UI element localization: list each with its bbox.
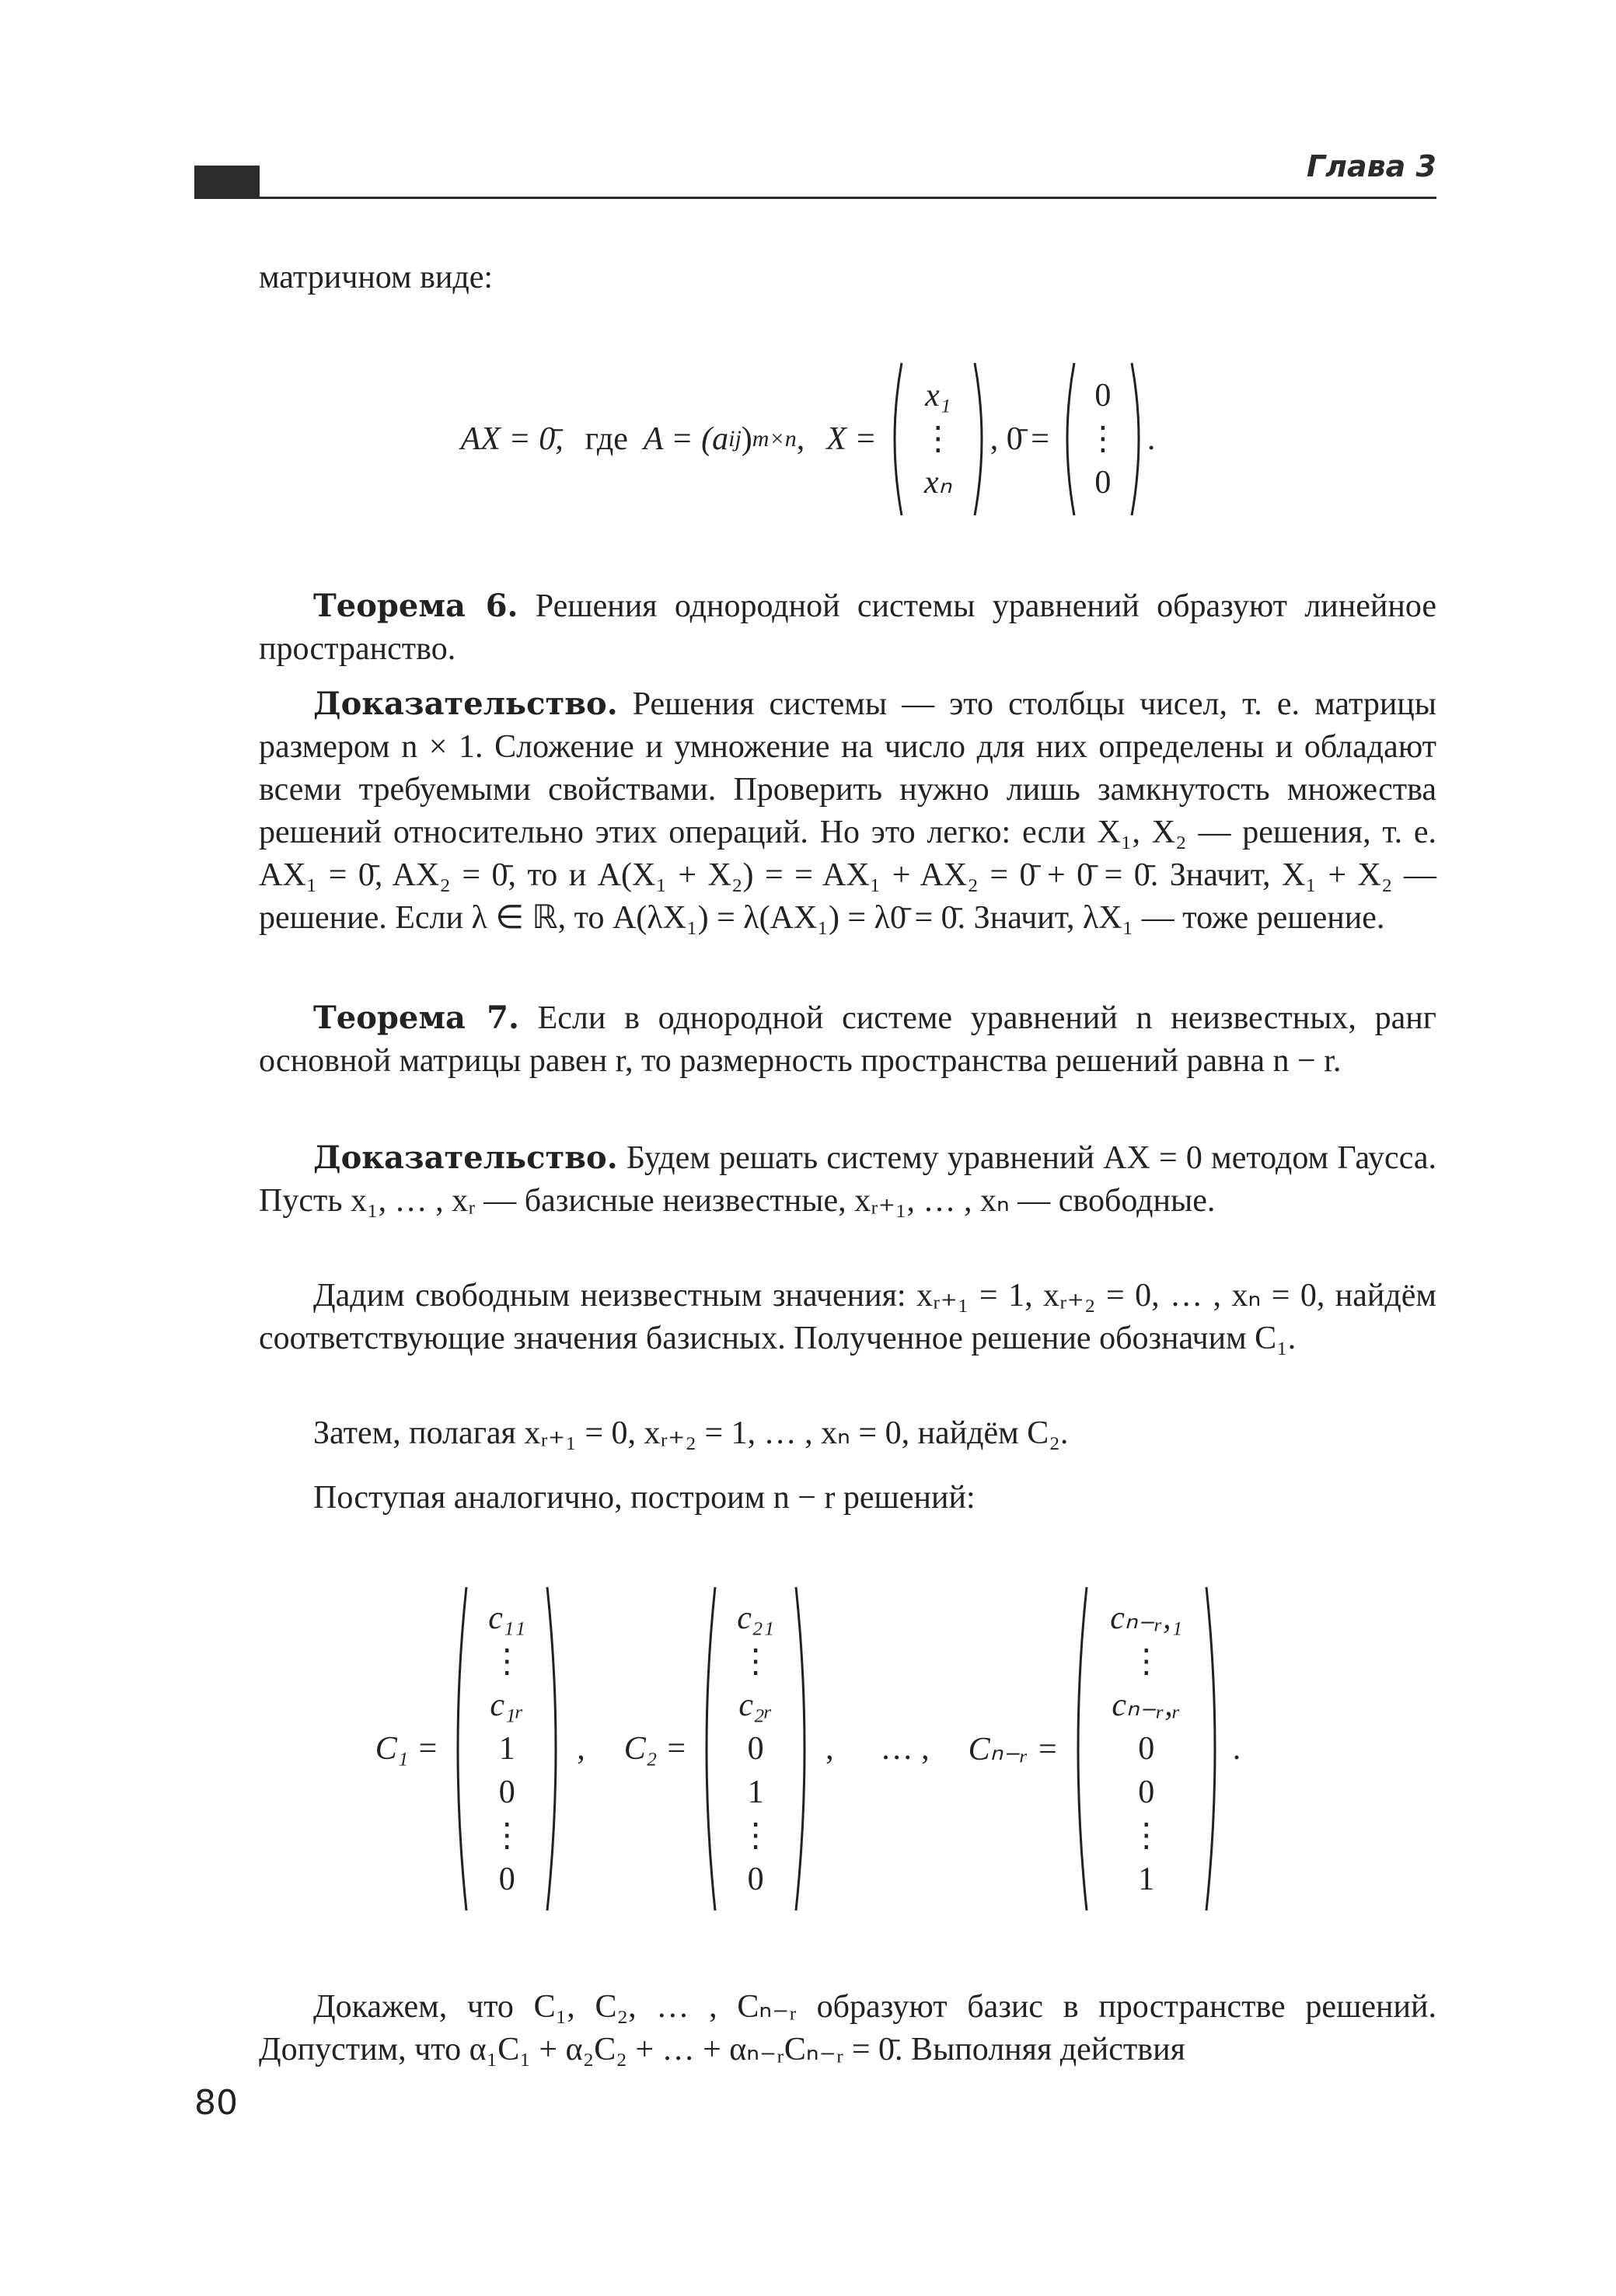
eq1-where: где xyxy=(585,421,628,457)
matrix-zero-entry: 0 xyxy=(1094,378,1112,413)
equation-matrix-form xyxy=(0,354,1616,525)
matrix-c2-entry: 1 xyxy=(747,1774,764,1810)
c2-label: C₂ = xyxy=(623,1731,688,1767)
matrix-zero-entry: ⋮ xyxy=(1086,421,1119,457)
matrix-c2-entry: ⋮ xyxy=(739,1644,773,1680)
running-head-chapter: Глава 3 xyxy=(1306,149,1436,183)
proof-6-text: Решения системы — это столбцы чисел, т. е. матрицы размером n × 1. Сложение и умножение на число для них определены и обладают всеми требуемыми свойствами. Проверить нужно лишь замкнутость множества решений относительно этих операций. Но это легко: если X₁, X₂ — решения, т. е. AX₁ = 0̄, AX₂ = 0̄, то и A(X₁ + X₂) = = AX₁ + AX₂ = 0̄ + 0̄ = 0̄. Значит, X₁ + X₂ — решение. Если λ ∈ ℝ, то A(λX₁) = λ(AX₁) = λ0̄ = 0̄. Значит, λX₁ — тоже решение. xyxy=(259,686,1436,936)
eq1-x-eq: X = xyxy=(826,421,877,457)
right-paren xyxy=(973,361,990,517)
c1-label: C₁ = xyxy=(375,1731,439,1767)
right-paren xyxy=(1130,361,1147,517)
matrix-cn-entry: ⋮ xyxy=(1129,1644,1163,1680)
matrix-zero-entry: 0 xyxy=(1094,465,1112,501)
eq1-a-close: ) xyxy=(741,421,752,457)
header-rule xyxy=(194,197,1436,199)
equation-solution-vectors xyxy=(0,1578,1616,1920)
matrix-cn-entry: 0 xyxy=(1138,1731,1155,1767)
matrix-cn-entry: cₙ₋ᵣ,ᵣ xyxy=(1112,1687,1181,1723)
cn-label: Cₙ₋ᵣ = xyxy=(968,1732,1059,1767)
matrix-x-entry: ⋮ xyxy=(921,421,955,457)
left-paren xyxy=(448,1586,468,1912)
left-paren xyxy=(696,1586,717,1912)
theorem-7-text: Если в однородной системе уравнений n неизвестных, ранг основной матрицы равен r, то размерность пространства решений равна n − r. xyxy=(259,1000,1436,1079)
matrix-c1-entry: 1 xyxy=(498,1731,515,1767)
paragraph-analog: Поступая аналогично, построим n − r решений: xyxy=(313,1480,976,1516)
matrix-c2-entry: 0 xyxy=(747,1731,764,1767)
matrix-c1-entry: c₁ᵣ xyxy=(490,1687,524,1723)
eq1-a-def: A = (a xyxy=(643,421,729,457)
eq2-end: . xyxy=(1232,1731,1241,1767)
intro-line: матричном виде: xyxy=(259,260,494,295)
eq2-sep-2: , xyxy=(825,1731,834,1767)
proof-6-label: Доказательство. xyxy=(313,686,618,722)
matrix-c1-entry: 0 xyxy=(498,1774,515,1810)
matrix-x-entry: xₙ xyxy=(924,465,952,501)
eq1-zero-eq: , 0̄ = xyxy=(989,421,1049,457)
left-paren xyxy=(1068,1586,1088,1912)
right-paren xyxy=(1205,1586,1225,1912)
page-number: 80 xyxy=(194,2083,238,2123)
matrix-c2 xyxy=(696,1586,815,1912)
matrix-c2-entry: c₂₁ xyxy=(737,1600,775,1636)
left-paren xyxy=(1059,361,1076,517)
theorem-7 xyxy=(259,996,1436,1083)
matrix-x-entry: x₁ xyxy=(925,378,951,413)
matrix-cn-entry: ⋮ xyxy=(1129,1818,1163,1854)
matrix-cn xyxy=(1068,1586,1225,1912)
left-paren xyxy=(886,361,903,517)
matrix-c1-entry: c₁₁ xyxy=(488,1600,526,1636)
paragraph-then: Затем, полагая xᵣ₊₁ = 0, xᵣ₊₂ = 1, … , xₙ = 0, найдём C₂. xyxy=(313,1415,1069,1451)
eq2-dots: … , xyxy=(880,1731,930,1767)
theorem-6-label: Теорема 6. xyxy=(313,588,518,624)
matrix-c1-entry: 0 xyxy=(498,1862,515,1897)
paragraph-prove-basis: Докажем, что C₁, C₂, … , Cₙ₋ᵣ образуют базис в пространстве решений. Допустим, что α₁C₁ + α₂C₂ + … + αₙ₋ᵣCₙ₋ᵣ = 0̄. Выполняя действия xyxy=(259,1989,1436,2067)
header-marker xyxy=(194,166,260,197)
eq1-end: . xyxy=(1147,421,1156,457)
matrix-cn-entry: 1 xyxy=(1138,1862,1155,1897)
matrix-x xyxy=(886,361,990,517)
eq1-comma: , xyxy=(796,421,805,457)
right-paren xyxy=(546,1586,566,1912)
matrix-c2-entry: 0 xyxy=(747,1862,764,1897)
theorem-6 xyxy=(259,584,1436,671)
theorem-7-label: Теорема 7. xyxy=(313,1000,519,1036)
matrix-c2-entry: ⋮ xyxy=(739,1818,773,1854)
matrix-c1-entry: ⋮ xyxy=(490,1644,524,1680)
matrix-c1-entry: ⋮ xyxy=(490,1818,524,1854)
eq1-a-dims: m×n xyxy=(752,426,797,452)
paragraph-free-values: Дадим свободным неизвестным значения: xᵣ₊₁ = 1, xᵣ₊₂ = 0, … , xₙ = 0, найдём соответствующие значения базисных. Полученное решение обозначим C₁. xyxy=(259,1278,1436,1356)
right-paren xyxy=(794,1586,815,1912)
matrix-cn-entry: cₙ₋ᵣ,₁ xyxy=(1110,1600,1183,1636)
matrix-cn-entry: 0 xyxy=(1138,1774,1155,1810)
proof-7 xyxy=(259,1136,1436,1223)
proof-7-label: Доказательство. xyxy=(313,1139,618,1176)
proof-7-text: Будем решать систему уравнений AX = 0 методом Гаусса. Пусть x₁, … , xᵣ — базисные неизвестные, xᵣ₊₁, … , xₙ — свободные. xyxy=(259,1140,1436,1219)
proof-6 xyxy=(259,682,1436,940)
eq2-sep-1: , xyxy=(577,1731,585,1767)
matrix-c2-entry: c₂ᵣ xyxy=(738,1687,773,1723)
matrix-c1 xyxy=(448,1586,566,1912)
theorem-6-text: Решения однородной системы уравнений образуют линейное пространство. xyxy=(259,588,1436,667)
matrix-zero xyxy=(1059,361,1147,517)
eq1-a-sub: ij xyxy=(728,426,742,452)
eq1-lhs: AX = 0̄, xyxy=(460,421,564,457)
